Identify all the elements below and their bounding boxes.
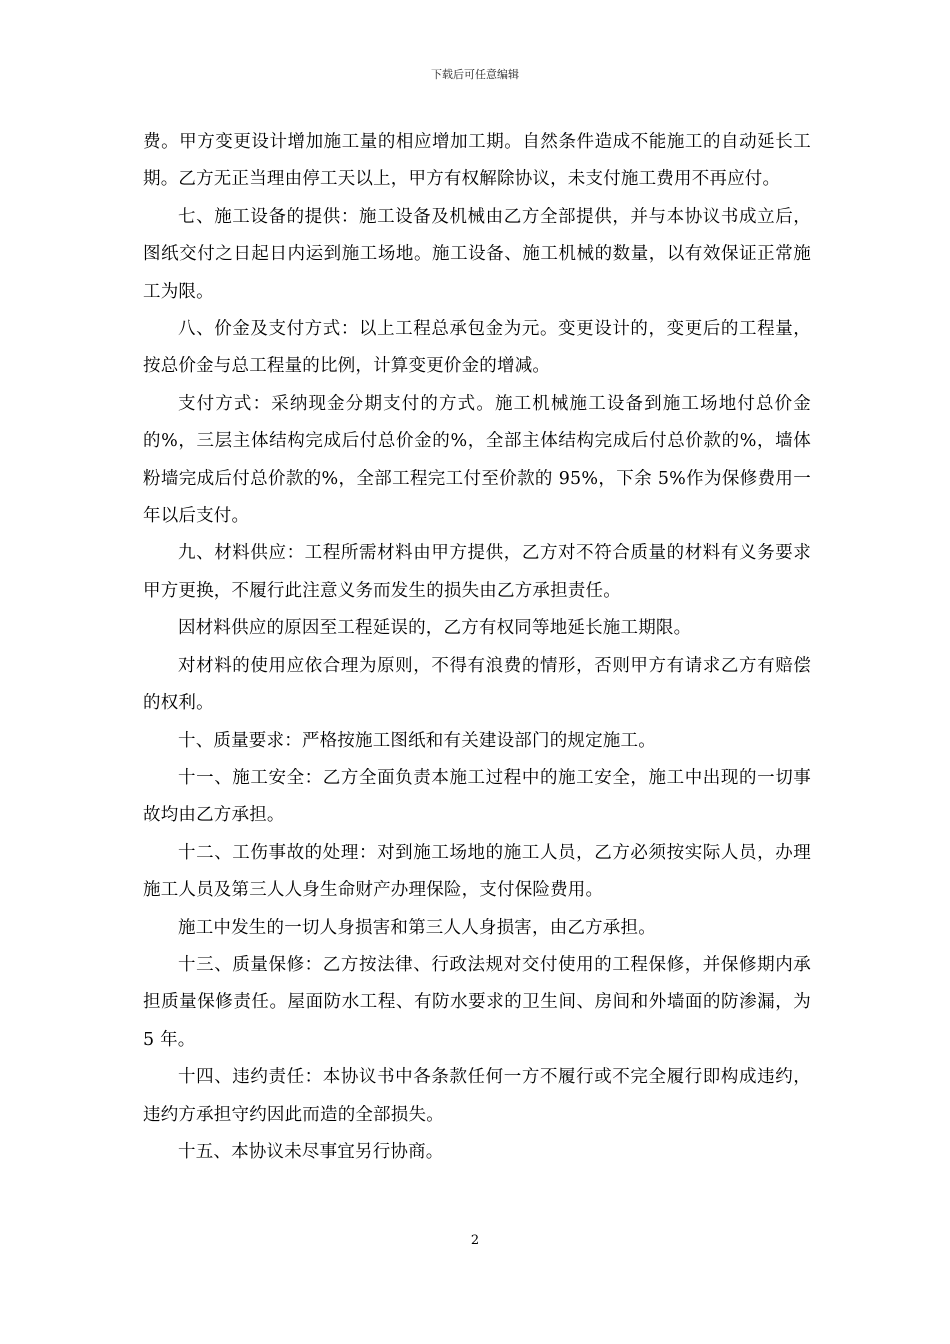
paragraph-clause-13: 十三、质量保修：乙方按法律、行政法规对交付使用的工程保修，并保修期内承担质量保修责任。屋面防水工程、有防水要求的卫生间、房间和外墙面的防渗漏，为 5 年。: [143, 954, 811, 1050]
paragraph-injury-liability: 施工中发生的一切人身损害和第三人人身损害，由乙方承担。: [178, 917, 656, 938]
paragraph-clause-15: 十五、本协议未尽事宜另行协商。: [178, 1141, 444, 1162]
paragraph-clause-12: 十二、工伤事故的处理：对到施工场地的施工人员，乙方必须按实际人员，办理施工人员及第三人人身生命财产办理保险，支付保险费用。: [143, 842, 811, 901]
paragraph-clause-7: 七、施工设备的提供：施工设备及机械由乙方全部提供，并与本协议书成立后，图纸交付之日起日内运到施工场地。施工设备、施工机械的数量，以有效保证正常施工为限。: [143, 206, 811, 302]
paragraph-clause-10: 十、质量要求：严格按施工图纸和有关建设部门的规定施工。: [178, 730, 656, 751]
document-body: [143, 124, 811, 1171]
paragraph-clause-8: 八、价金及支付方式：以上工程总承包金为元。变更设计的，变更后的工程量，按总价金与总工程量的比例，计算变更价金的增减。: [143, 319, 811, 377]
paragraph-clause-9: 九、材料供应：工程所需材料由甲方提供，乙方对不符合质量的材料有义务要求甲方更换，不履行此注意义务而发生的损失由乙方承担责任。: [143, 543, 811, 601]
page-number: 2: [470, 1233, 480, 1248]
paragraph-payment-method: 支付方式：采纳现金分期支付的方式。施工机械施工设备到施工场地付总价金的%，三层主体结构完成后付总价金的%，全部主体结构完成后付总价款的%，墙体粉墙完成后付总价款的%，全部工程完工付至价款的 95%，下余 5%作为保修费用一年以后支付。: [143, 393, 811, 527]
paragraph-clause-14: 十四、违约责任：本协议书中各条款任何一方不履行或不完全履行即构成违约，违约方承担守约因此而造的全部损失。: [143, 1067, 811, 1125]
paragraph-material-usage: 对材料的使用应依合理为原则，不得有浪费的情形，否则甲方有请求乙方有赔偿的权利。: [143, 655, 811, 714]
paragraph-continuation: 费。甲方变更设计增加施工量的相应增加工期。自然条件造成不能施工的自动延长工期。乙方无正当理由停工天以上，甲方有权解除协议，未支付施工费用不再应付。: [143, 132, 811, 190]
paragraph-material-delay: 因材料供应的原因至工程延误的，乙方有权同等地延长施工期限。: [178, 618, 692, 639]
page-header: 下载后可任意编辑: [431, 68, 519, 81]
paragraph-clause-11: 十一、施工安全：乙方全面负责本施工过程中的施工安全，施工中出现的一切事故均由乙方承担。: [143, 767, 811, 826]
